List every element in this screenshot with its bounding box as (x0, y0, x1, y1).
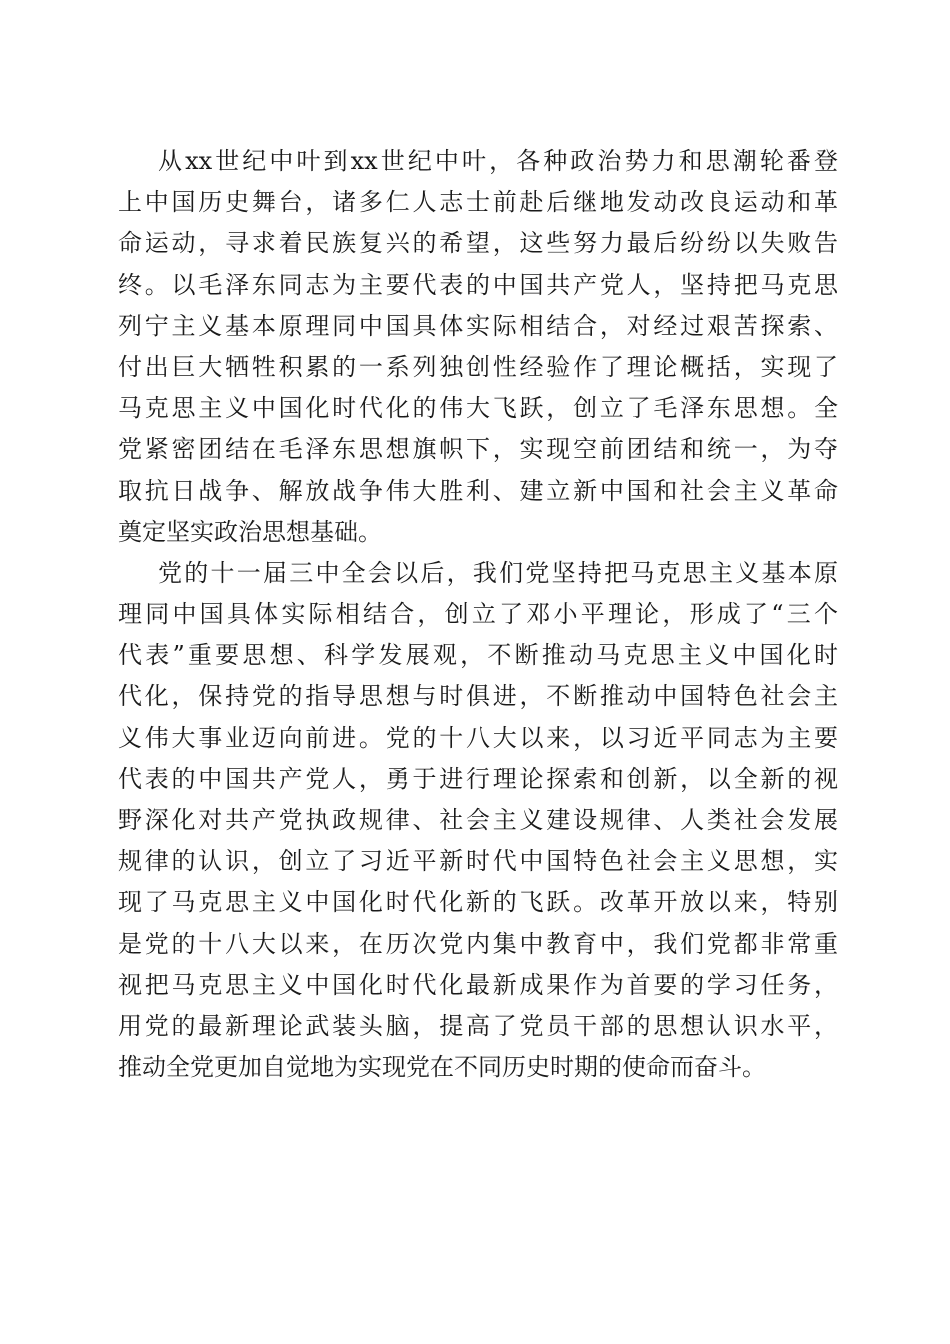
paragraph-line: 野深化对共产党执政规律、社会主义建设规律、人类社会发展 (118, 806, 838, 834)
paragraph-line: 列宁主义基本原理同中国具体实际相结合，对经过艰苦探索、 (118, 311, 838, 340)
paragraph-line: 理同中国具体实际相结合，创立了邓小平理论，形成了“三个 (118, 600, 838, 629)
paragraph-line: 党的十一届三中全会以后，我们党坚持把马克思主义基本原 (158, 558, 838, 587)
document-body (118, 141, 838, 1088)
paragraph-line: 代表的中国共产党人，勇于进行理论探索和创新，以全新的视 (118, 764, 838, 793)
paragraph-line: 现了马克思主义中国化时代化新的飞跃。改革开放以来，特别 (118, 888, 838, 917)
paragraph-line: 上中国历史舞台，诸多仁人志士前赴后继地发动改良运动和革 (118, 188, 838, 217)
paragraph-line: 取抗日战争、解放战争伟大胜利、建立新中国和社会主义革命 (118, 476, 838, 505)
paragraph-line: 推动全党更加自觉地为实现党在不同历史时期的使命而奋斗。 (118, 1053, 766, 1082)
paragraph-line: 马克思主义中国化时代化的伟大飞跃，创立了毛泽东思想。全 (118, 394, 838, 423)
paragraph-line: 终。以毛泽东同志为主要代表的中国共产党人，坚持把马克思 (118, 270, 838, 299)
paragraph-line: 视把马克思主义中国化时代化最新成果作为首要的学习任务， (118, 970, 838, 999)
paragraph-line: 用党的最新理论武装头脑，提高了党员干部的思想认识水平， (118, 1011, 838, 1040)
paragraph-line: 代化，保持党的指导思想与时俱进，不断推动中国特色社会主 (118, 682, 838, 711)
paragraph-line: 付出巨大牺牲积累的一系列独创性经验作了理论概括，实现了 (118, 352, 838, 381)
paragraph-line: 奠定坚实政治思想基础。 (118, 517, 382, 546)
paragraph-line: 从xx世纪中叶到xx世纪中叶，各种政治势力和思潮轮番登 (158, 147, 838, 175)
paragraph-line: 义伟大事业迈向前进。党的十八大以来，以习近平同志为主要 (118, 723, 838, 752)
paragraph-1 (118, 141, 838, 553)
paragraph-line: 命运动，寻求着民族复兴的希望，这些努力最后纷纷以失败告 (118, 229, 838, 258)
paragraph-line: 是党的十八大以来，在历次党内集中教育中，我们党都非常重 (118, 929, 838, 958)
paragraph-line: 党紧密团结在毛泽东思想旗帜下，实现空前团结和统一，为夺 (118, 435, 838, 464)
paragraph-line: 规律的认识，创立了习近平新时代中国特色社会主义思想，实 (118, 847, 838, 876)
paragraph-2 (118, 553, 838, 1088)
paragraph-line: 代表”重要思想、科学发展观，不断推动马克思主义中国化时 (118, 641, 838, 670)
